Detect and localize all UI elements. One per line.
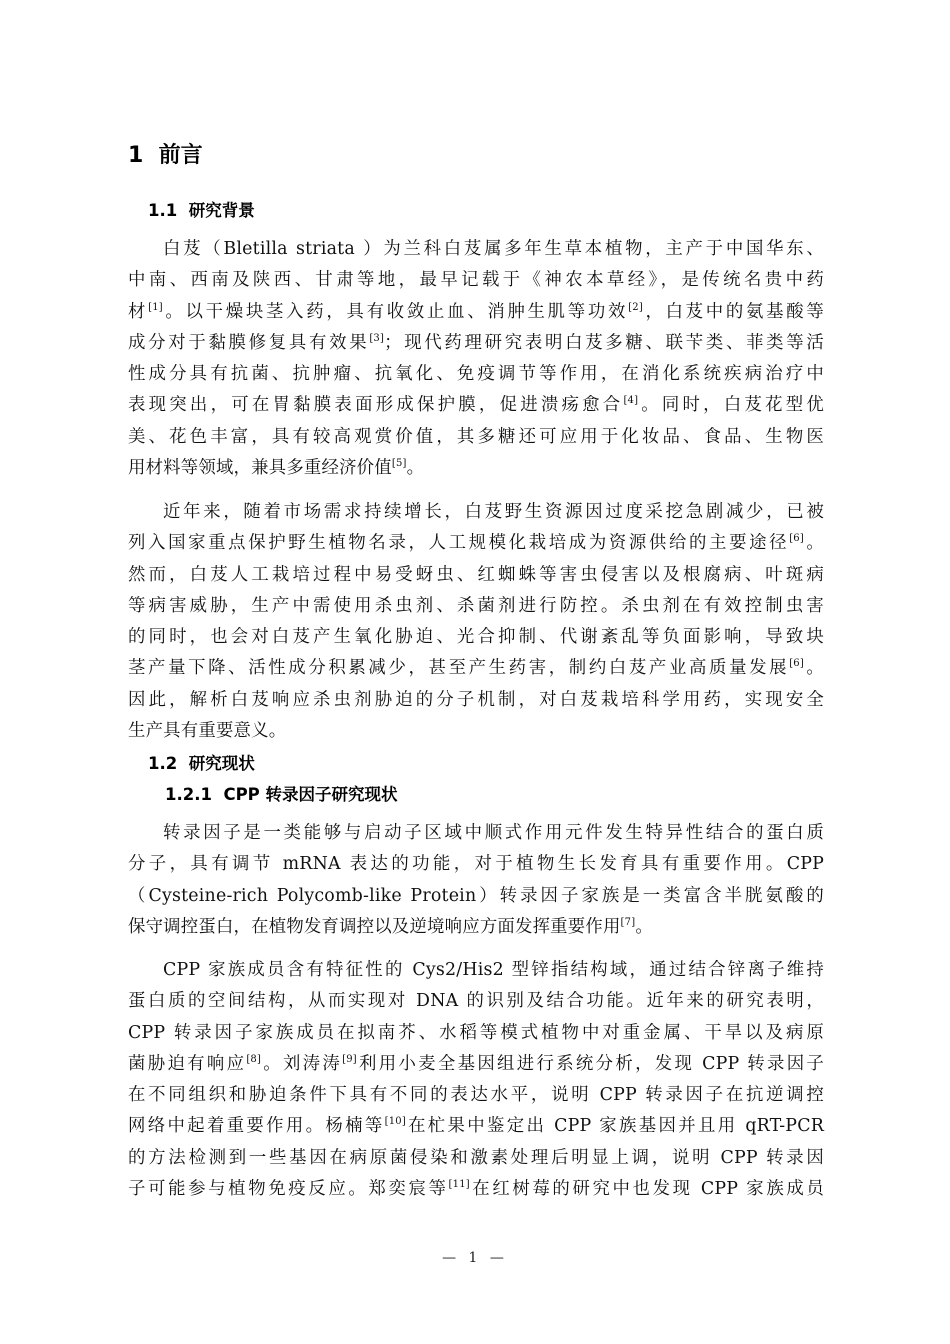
- text-line: 分子，具有调节 mRNA 表达的功能，对于植物生长发育具有重要作用。CPP: [128, 854, 824, 875]
- text-line: 在不同组织和胁迫条件下具有不同的表达水平，说明 CPP 转录因子在抗逆调控: [128, 1085, 824, 1106]
- text-line: 美、花色丰富，具有较高观赏价值，其多糖还可应用于化妆品、食品、生物医: [128, 426, 824, 447]
- chapter-heading: [128, 138, 203, 169]
- subsection-title: CPP 转录因子研究现状: [223, 785, 398, 804]
- paragraph-background-2: [128, 497, 824, 747]
- citation: [5]: [391, 458, 407, 470]
- text-line: 生产具有重要意义。: [128, 721, 287, 742]
- section-title: 研究背景: [188, 201, 255, 220]
- section-heading-1-2: [148, 750, 255, 774]
- text-line: 用材料等领域，兼具多重经济价值[5]。: [128, 458, 425, 479]
- text-line: 蛋白质的空间结构，从而实现对 DNA 的识别及结合功能。近年来的研究表明，: [128, 991, 824, 1012]
- text-line: 保守调控蛋白，在植物发育调控以及逆境响应方面发挥重要作用[7]。: [128, 916, 653, 937]
- text-line: CPP 家族成员含有特征性的 Cys2/His2 型锌指结构域，通过结合锌离子维持: [163, 960, 824, 980]
- text-line: 子可能参与植物免疫反应。郑奕宸等[11]在红树莓的研究中也发现 CPP 家族成员: [128, 1179, 824, 1200]
- text-line: 等病害威胁，生产中需使用杀虫剂、杀菌剂进行防控。杀虫剂在有效控制虫害: [128, 595, 824, 616]
- page-number: — 1 —: [442, 1250, 508, 1266]
- citation: [1]: [148, 301, 163, 313]
- text-line: 表现突出，可在胃黏膜表面形成保护膜，促进溃疡愈合[4]。同时，白芨花型优: [128, 395, 824, 416]
- text-line: （Cysteine-rich Polycomb-like Protein）转录因子家族是一类富含半胱氨酸的: [128, 885, 824, 906]
- text-line: 的方法检测到一些基因在病原菌侵染和激素处理后明显上调，说明 CPP 转录因: [128, 1147, 824, 1168]
- subsection-number: 1.2.1: [165, 785, 212, 804]
- text-line: 网络中起着重要作用。杨楠等[10]在杧果中鉴定出 CPP 家族基因并且用 qRT-PCR: [128, 1116, 824, 1137]
- text-line: 中南、西南及陕西、甘肃等地，最早记载于《神农本草经》，是传统名贵中药: [128, 270, 824, 291]
- paragraph-cpp-intro: [128, 818, 824, 943]
- paragraph-background-1: [128, 234, 824, 484]
- citation: [2]: [628, 301, 643, 313]
- citation: [4]: [623, 395, 639, 407]
- text-line: 转录因子是一类能够与启动子区域中顺式作用元件发生特异性结合的蛋白质: [163, 823, 824, 843]
- citation: [8]: [246, 1053, 262, 1065]
- text-line: 近年来，随着市场需求持续增长，白芨野生资源因过度采挖急剧减少，已被: [163, 502, 824, 522]
- citation: [10]: [384, 1116, 406, 1128]
- section-heading-1-1: [148, 197, 255, 221]
- chapter-number: 1: [128, 143, 144, 168]
- citation: [3]: [369, 332, 385, 344]
- citation: [7]: [620, 916, 636, 928]
- text-line: 性成分具有抗菌、抗肿瘤、抗氧化、免疫调节等作用，在消化系统疾病治疗中: [128, 364, 824, 385]
- chapter-title: 前言: [158, 143, 203, 168]
- subsection-heading-1-2-1: [165, 781, 398, 805]
- text-line: 白芨（Bletilla striata ）为兰科白芨属多年生草本植物，主产于中国华东、: [163, 239, 824, 259]
- text-line: 因此，解析白芨响应杀虫剂胁迫的分子机制，对白芨栽培科学用药，实现安全: [128, 689, 824, 710]
- text-line: 然而，白芨人工栽培过程中易受蚜虫、红蜘蛛等害虫侵害以及根腐病、叶斑病: [128, 564, 824, 585]
- text-line: 菌胁迫有响应[8]。刘涛涛[9]利用小麦全基因组进行系统分析，发现 CPP 转录因子: [128, 1053, 825, 1074]
- citation: [6]: [789, 658, 804, 670]
- text-line: 材[1]。以干燥块茎入药，具有收敛止血、消肿生肌等功效[2]，白芨中的氨基酸等: [128, 301, 824, 322]
- section-title: 研究现状: [188, 754, 255, 773]
- citation: [11]: [448, 1179, 470, 1191]
- text-line: 成分对于黏膜修复具有效果[3]；现代药理研究表明白芨多糖、联苄类、菲类等活: [128, 332, 824, 353]
- text-line: 列入国家重点保护野生植物名录，人工规模化栽培成为资源供给的主要途径[6]。: [128, 533, 825, 554]
- citation: [9]: [342, 1053, 357, 1065]
- paragraph-cpp-research: [128, 955, 824, 1205]
- section-number: 1.1: [148, 201, 178, 220]
- text-line: 的同时，也会对白芨产生氧化胁迫、光合抑制、代谢紊乱等负面影响，导致块: [128, 627, 824, 648]
- citation: [6]: [789, 533, 804, 545]
- text-line: CPP 转录因子家族成员在拟南芥、水稻等模式植物中对重金属、干旱以及病原: [128, 1022, 824, 1043]
- section-number: 1.2: [148, 754, 178, 773]
- text-line: 茎产量下降、活性成分积累减少，甚至产生药害，制约白芨产业高质量发展[6]。: [128, 658, 825, 679]
